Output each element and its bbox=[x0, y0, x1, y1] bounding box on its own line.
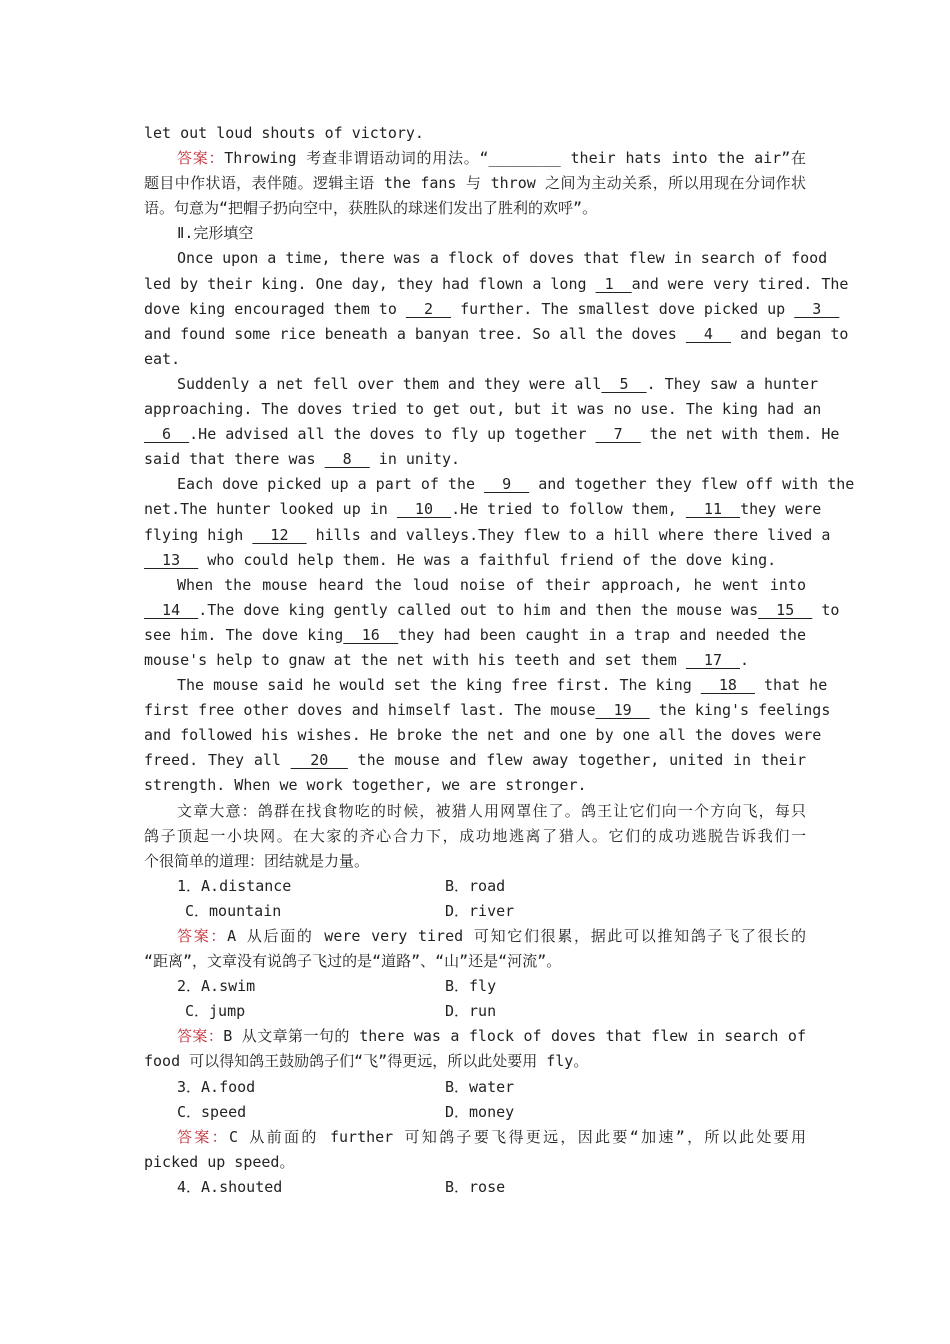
question-1-options-cd: C．mountain D．river bbox=[185, 901, 515, 920]
passage-line: 14 .The dove king gently called out to him and then the mouse was 15 to bbox=[144, 600, 840, 619]
blank-10: 10 bbox=[396, 500, 452, 519]
answer-line: 答案：A 从后面的 were very tired 可知它们很累，据此可以推知鸽子飞了很长的 bbox=[177, 927, 806, 945]
answer-line: 答案：C 从前面的 further 可知鸽子要飞得更远，因此要“加速”，所以此处要用 bbox=[177, 1127, 806, 1146]
answer-line: “距离”，文章没有说鸽子飞过的是“道路”、“山”还是“河流”。 bbox=[144, 952, 562, 971]
blank-6: 6 bbox=[144, 425, 190, 444]
passage-line: approaching. The doves tried to get out, but it was no use. The king had an bbox=[144, 400, 822, 419]
blank-15: 15 bbox=[758, 600, 813, 619]
passage-line: strength. When we work together, we are stronger. bbox=[144, 776, 587, 795]
answer-line: 题目中作状语，表伴随。逻辑主语 the fans 与 throw 之间为主动关系，所以用现在分词作状 bbox=[144, 174, 806, 193]
passage-line: The mouse said he would set the king free first. The king 18 that he bbox=[177, 676, 828, 695]
blank-11: 11 bbox=[685, 500, 741, 519]
blank-20: 20 bbox=[290, 751, 348, 770]
section-title: Ⅱ.完形填空 bbox=[177, 224, 254, 243]
question-3-options-cd: C．speed D．money bbox=[177, 1102, 515, 1121]
blank-18: 18 bbox=[700, 676, 755, 695]
previous-question-tail: let out loud shouts of victory. bbox=[144, 124, 424, 142]
question-1-options-ab: 1．A.distance B．road bbox=[177, 876, 506, 895]
passage-line: said that there was 8 in unity. bbox=[144, 450, 461, 469]
question-2-options-cd: C．jump D．run bbox=[185, 1002, 497, 1021]
blank-8: 8 bbox=[324, 450, 370, 469]
passage-line: freed. They all 20 the mouse and flew away together, united in their bbox=[144, 751, 806, 770]
blank-12: 12 bbox=[252, 525, 307, 544]
passage-line: eat. bbox=[144, 349, 181, 368]
blank-5: 5 bbox=[601, 374, 647, 393]
passage-line: led by their king. One day, they had flown a long 1 and were very tired. The bbox=[144, 274, 849, 293]
passage-line: flying high 12 hills and valleys.They flew to a hill where there lived a bbox=[144, 525, 831, 544]
document-page bbox=[144, 121, 855, 1200]
blank-16: 16 bbox=[343, 625, 399, 644]
passage-line: Each dove picked up a part of the 9 and together they flew off with the bbox=[177, 475, 855, 494]
answer-label: 答案： bbox=[177, 1127, 229, 1146]
question-2-options-ab: 2．A.swim B．fly bbox=[177, 977, 497, 996]
blank-2: 2 bbox=[405, 299, 452, 318]
answer-label: 答案： bbox=[177, 927, 228, 945]
passage-line: net.The hunter looked up in 10 .He tried to follow them, 11 they were bbox=[144, 500, 822, 519]
passage-line: first free other doves and himself last. The mouse 19 the king's feelings bbox=[144, 701, 831, 720]
blank-1: 1 bbox=[595, 274, 632, 293]
summary-line: 个很简单的道理：团结就是力量。 bbox=[144, 851, 370, 870]
passage-line: Suddenly a net fell over them and they were all 5 . They saw a hunter bbox=[177, 374, 819, 393]
blank-17: 17 bbox=[685, 650, 741, 669]
passage-line: see him. The dove king 16 they had been caught in a trap and needed the bbox=[144, 625, 806, 644]
answer-line: picked up speed。 bbox=[144, 1152, 295, 1171]
summary-line: 鸽子顶起一小块网。在大家的齐心合力下，成功地逃离了猎人。它们的成功逃脱告诉我们一 bbox=[144, 826, 806, 845]
passage-line: dove king encouraged them to 2 further. The smallest dove picked up 3 bbox=[144, 299, 840, 318]
question-3-options-ab: 3．A.food B．water bbox=[177, 1077, 515, 1096]
question-4-options-ab: 4．A.shouted B．rose bbox=[177, 1177, 506, 1196]
answer-line: 答案：Throwing 考查非谓语动词的用法。“________ their hats into the air”在 bbox=[177, 149, 806, 168]
summary-line: 文章大意：鸽群在找食物吃的时候，被猎人用网罩住了。鸽王让它们向一个方向飞，每只 bbox=[177, 801, 806, 820]
blank-19: 19 bbox=[595, 701, 650, 720]
passage-line: mouse's help to gnaw at the net with his teeth and set them 17 . bbox=[144, 650, 750, 669]
passage-line: and found some rice beneath a banyan tree. So all the doves 4 and began to bbox=[144, 324, 849, 343]
answer-line: food 可以得知鸽王鼓励鸽子们“飞”得更远，所以此处要用 fly。 bbox=[144, 1052, 589, 1071]
passage-line: Once upon a time, there was a flock of doves that flew in search of food bbox=[177, 249, 828, 268]
passage-line: 6 .He advised all the doves to fly up together 7 the net with them. He bbox=[144, 425, 840, 444]
answer-label: 答案： bbox=[177, 149, 225, 168]
passage-line: 13 who could help them. He was a faithful friend of the dove king. bbox=[144, 550, 777, 569]
blank-7: 7 bbox=[595, 425, 641, 444]
answer-line: 语。句意为“把帽子扔向空中，获胜队的球迷们发出了胜利的欢呼”。 bbox=[144, 199, 598, 218]
answer-line: 答案：B 从文章第一句的 there was a flock of doves that flew in search of bbox=[177, 1027, 806, 1046]
blank-4: 4 bbox=[685, 324, 732, 343]
blank-13: 13 bbox=[144, 550, 199, 569]
answer-label: 答案： bbox=[177, 1027, 224, 1046]
blank-3: 3 bbox=[794, 299, 840, 318]
blank-14: 14 bbox=[144, 600, 199, 619]
blank-9: 9 bbox=[484, 475, 530, 494]
passage-line: and followed his wishes. He broke the net and one by one all the doves were bbox=[144, 726, 822, 745]
passage-line: When the mouse heard the loud noise of their approach, he went into bbox=[177, 575, 806, 594]
